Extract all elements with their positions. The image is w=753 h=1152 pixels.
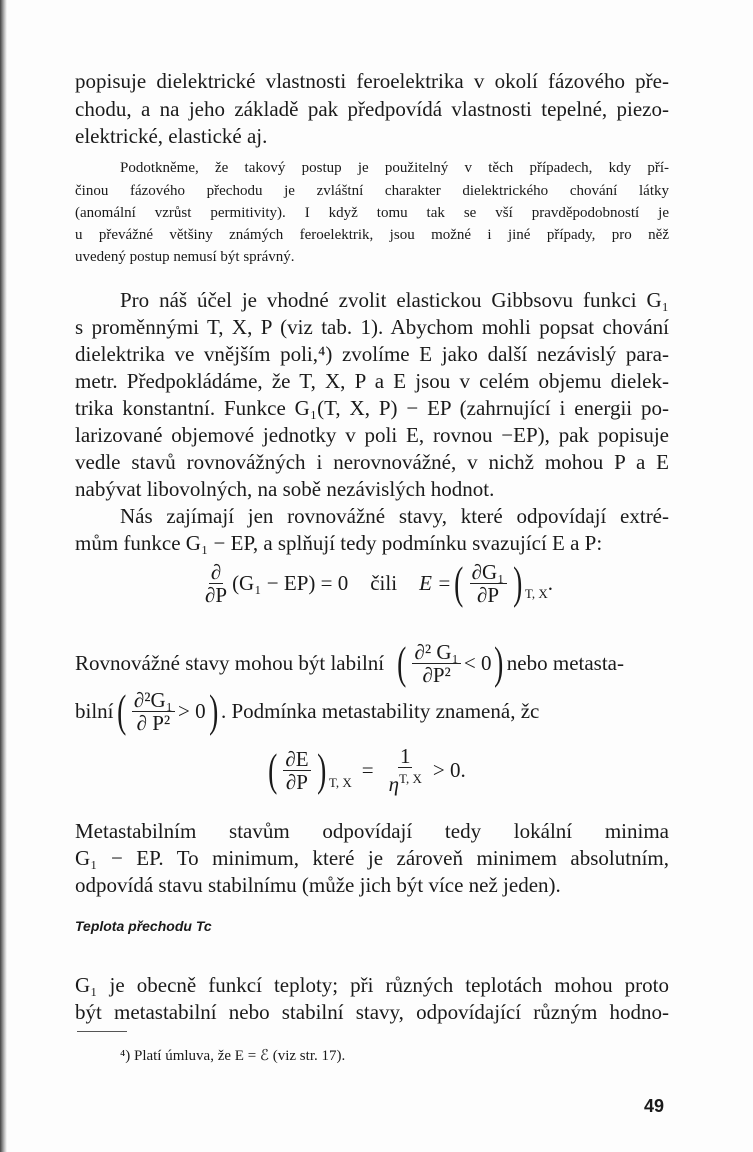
eq-e: E = bbox=[419, 570, 452, 595]
para4-line: odpovídá stavu stabilnímu (může jich být více než jeden). bbox=[75, 873, 561, 897]
para2-line: Pro náš účel je vhodné zvolit elastickou Gibbsovu funkci G₁ bbox=[120, 288, 669, 312]
eq-equals: = bbox=[361, 757, 374, 782]
eq-sub: T, X bbox=[328, 775, 352, 790]
para3-line: Nás zajímají jen rovnovážné stavy, které odpovídají extré- bbox=[120, 504, 669, 528]
eq-cili: čili bbox=[370, 570, 398, 595]
eq-sub: T, X bbox=[524, 586, 548, 601]
line-labile: Rovnovážné stavy mohou být labilní ( $\frac{\text{∂² G₁}}{\text{∂P²}}$ < 0 ) nebo metasta- bbox=[75, 637, 624, 688]
text: Rovnovážné stavy mohou být labilní bbox=[75, 650, 385, 675]
eq-num: ∂² G₁ bbox=[414, 639, 459, 664]
line-metastable: bilní ( $\frac{\text{∂²G₁}}{\text{∂ P²}}$ > 0 ) . Podmínka metastability znamená, žc bbox=[75, 685, 540, 736]
para5-line: G₁ je obecně funkcí teploty; při různých teplotách mohou proto bbox=[75, 973, 669, 997]
eq-num: ∂E bbox=[285, 746, 309, 771]
footnote: ⁴) Platí úmluva, že E = ℰ (viz str. 17). bbox=[120, 1048, 346, 1064]
eq-sup: T, X bbox=[399, 771, 422, 786]
eq-end: > 0. bbox=[432, 757, 466, 782]
eq-rel: > 0 bbox=[178, 698, 206, 723]
eq-eta: η bbox=[388, 772, 400, 796]
section-heading: Teplota přechodu Tc bbox=[75, 918, 212, 934]
eq-den: ∂P bbox=[285, 769, 308, 794]
footnote-rule bbox=[77, 1031, 127, 1032]
text: . Podmínka metastability znamená, žc bbox=[220, 698, 540, 723]
text: bilní bbox=[75, 698, 114, 723]
eq-den: ∂P bbox=[205, 582, 228, 607]
equation-metastability: ( $\frac{\partial E}{\partial P}$ ) $_{T, X}$ = $\frac{1}{\eta^{T, X}}$ > 0. bbox=[268, 744, 466, 796]
para2-line: nabývat libovolných, na sobě nezávislých hodnot. bbox=[75, 477, 495, 501]
para2-line: trika konstantní. Funkce G₁(T, X, P) − EP (zahrnující i energii po- bbox=[75, 396, 669, 420]
eq-num: ∂²G₁ bbox=[133, 687, 174, 712]
eq-den: ∂P² bbox=[422, 662, 451, 687]
para2-line: metr. Předpokládáme, že T, X, P a E jsou v celém objemu dielek- bbox=[75, 369, 669, 393]
note-line: činou fázového přechodu je zvláštní charakter dielektrického chování látky bbox=[75, 183, 669, 199]
note-line: Podotkněme, že takový postup je použitelný v těch případech, kdy pří- bbox=[120, 160, 669, 176]
para2-line: vedle stavů rovnovážných i nerovnovážné, v nichž mohou P a E bbox=[75, 450, 669, 474]
eq-den: ∂ P² bbox=[136, 710, 171, 735]
para5-line: být metastabilní nebo stabilní stavy, odpovídající různým hodno- bbox=[75, 1000, 669, 1024]
note-line: u převážné většiny známých feroelektrik, jsou možné i jiné případy, pro něž bbox=[75, 227, 669, 243]
note-line: uvedený postup nemusí být správný. bbox=[75, 249, 295, 265]
eq-rel: < 0 bbox=[463, 650, 492, 675]
equation-equilibrium: $\frac{\partial}{\partial P}$ (G₁ − EP) = 0 čili E = ( $\frac{\text{∂G₁}}{\partial P}$ ) $_{T, X}$ . bbox=[205, 557, 553, 608]
para2-line: dielektrika ve vnějším poli,⁴) zvolíme E jako další nezávislý para- bbox=[75, 342, 669, 366]
eq-num: 1 bbox=[399, 744, 411, 768]
para3-line: mům funkce G₁ − EP, a splňují tedy podmínku svazující E a P: bbox=[75, 531, 603, 555]
text: nebo metasta- bbox=[506, 650, 624, 675]
note-line: (anomální vzrůst permitivity). I když tomu tak se vší pravděpodobností je bbox=[75, 205, 669, 221]
eq-den: ∂P bbox=[477, 582, 500, 607]
eq-expr: (G₁ − EP) = 0 bbox=[232, 570, 349, 595]
para4-line: Metastabilním stavům odpovídají tedy lokální minima bbox=[75, 819, 669, 843]
para2-line: larizované objemové jednotky v poli E, rovnou −EP), pak popisuje bbox=[75, 423, 669, 447]
para2-line: s proměnnými T, X, P (viz tab. 1). Abychom mohli popsat chování bbox=[75, 315, 669, 339]
page-number: 49 bbox=[644, 1096, 665, 1116]
para1-line: chodu, a na jeho základě pak předpovídá vlastnosti tepelné, piezo- bbox=[75, 97, 669, 121]
para1-line: popisuje dielektrické vlastnosti feroelektrika v okolí fázového pře- bbox=[75, 69, 669, 93]
eq-num: ∂ bbox=[210, 559, 222, 584]
para1-line: elektrické, elastické aj. bbox=[75, 124, 268, 148]
eq-num: ∂G₁ bbox=[471, 559, 505, 584]
page-edge-shadow bbox=[0, 0, 7, 1152]
para4-line: G₁ − EP. To minimum, které je zároveň minimem absolutním, bbox=[75, 846, 669, 870]
eq-end: . bbox=[547, 570, 553, 595]
